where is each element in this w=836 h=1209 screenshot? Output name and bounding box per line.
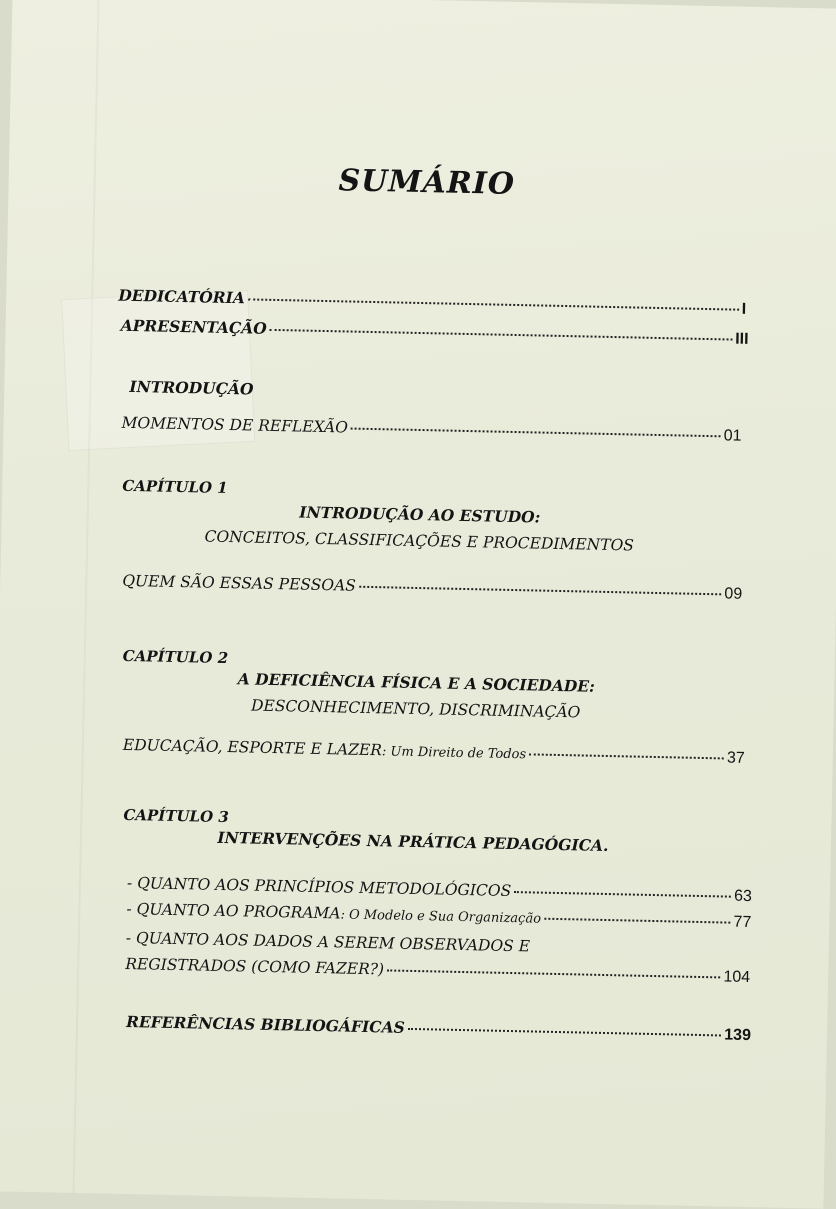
- chapter-1-label: CAPÍTULO 1: [122, 476, 228, 497]
- page-title: SUMÁRIO: [338, 163, 516, 202]
- leader-dots: [408, 1028, 722, 1037]
- chapter-1-title: INTRODUÇÃO AO ESTUDO:: [299, 502, 541, 527]
- chapter-3-title: INTERVENÇÕES NA PRÁTICA PEDAGÓGICA.: [217, 827, 609, 856]
- leader-dots: [351, 428, 721, 438]
- toc-entry-page: 63: [733, 887, 753, 906]
- toc-entry-page: 77: [733, 913, 752, 932]
- toc-entry-label: APRESENTAÇÃO: [120, 315, 267, 338]
- toc-entry-dados: [125, 955, 750, 987]
- toc-entry-dados-line1: - QUANTO AOS DADOS A SEREM OBSERVADOS E: [125, 928, 531, 956]
- chapter-2-label: CAPÍTULO 2: [122, 646, 229, 668]
- toc-entry-page: 01: [723, 427, 742, 445]
- leader-dots: [529, 753, 724, 759]
- toc-entry-sublabel: : Um Direito de Todos: [381, 744, 527, 763]
- toc-entry-page: III: [735, 330, 749, 348]
- toc-entry-educacao: [123, 736, 745, 768]
- toc-entry-page: 37: [726, 749, 745, 767]
- leader-dots: [387, 969, 720, 978]
- toc-entry-page: I: [741, 300, 747, 318]
- toc-entry-label: - QUANTO AO PROGRAMA: [126, 899, 341, 923]
- toc-entry-label: EDUCAÇÃO, ESPORTE E LAZER: [122, 735, 383, 760]
- toc-entry-label: REGISTRADOS (COMO FAZER?): [125, 954, 385, 979]
- toc-entry-page: 104: [723, 968, 751, 987]
- toc-entry-programa: [126, 900, 751, 932]
- chapter-2-title: A DEFICIÊNCIA FÍSICA E A SOCIEDADE:: [237, 669, 596, 696]
- toc-entry-label: - QUANTO AOS PRINCÍPIOS METODOLÓGICOS: [126, 873, 512, 901]
- toc-entry-label: MOMENTOS DE REFLEXÃO: [121, 413, 349, 437]
- toc-entry-referencias: [126, 1012, 751, 1045]
- chapter-2-subtitle: DESCONHECIMENTO, DISCRIMINAÇÃO: [250, 696, 581, 722]
- toc-entry-quem-sao: [122, 572, 742, 604]
- introducao-heading: INTRODUÇÃO: [129, 376, 254, 399]
- toc-entry-label: DEDICATÓRIA: [118, 285, 246, 308]
- chapter-3-label: CAPÍTULO 3: [123, 805, 229, 827]
- leader-dots: [359, 586, 722, 596]
- leader-dots: [248, 298, 739, 310]
- toc-entry-label: REFERÊNCIAS BIBLIOGÁFICAS: [125, 1011, 406, 1037]
- toc-entry-page: 09: [724, 585, 743, 603]
- chapter-1-subtitle: CONCEITOS, CLASSIFICAÇÕES E PROCEDIMENTOS: [204, 527, 635, 555]
- toc-entry-label: QUEM SÃO ESSAS PESSOAS: [122, 571, 357, 595]
- leader-dots: [544, 918, 731, 924]
- leader-dots: [270, 329, 732, 341]
- leader-dots: [514, 891, 731, 898]
- toc-entry-sublabel: : O Modelo e Sua Organização: [340, 907, 542, 927]
- toc-entry-page: 139: [724, 1026, 752, 1045]
